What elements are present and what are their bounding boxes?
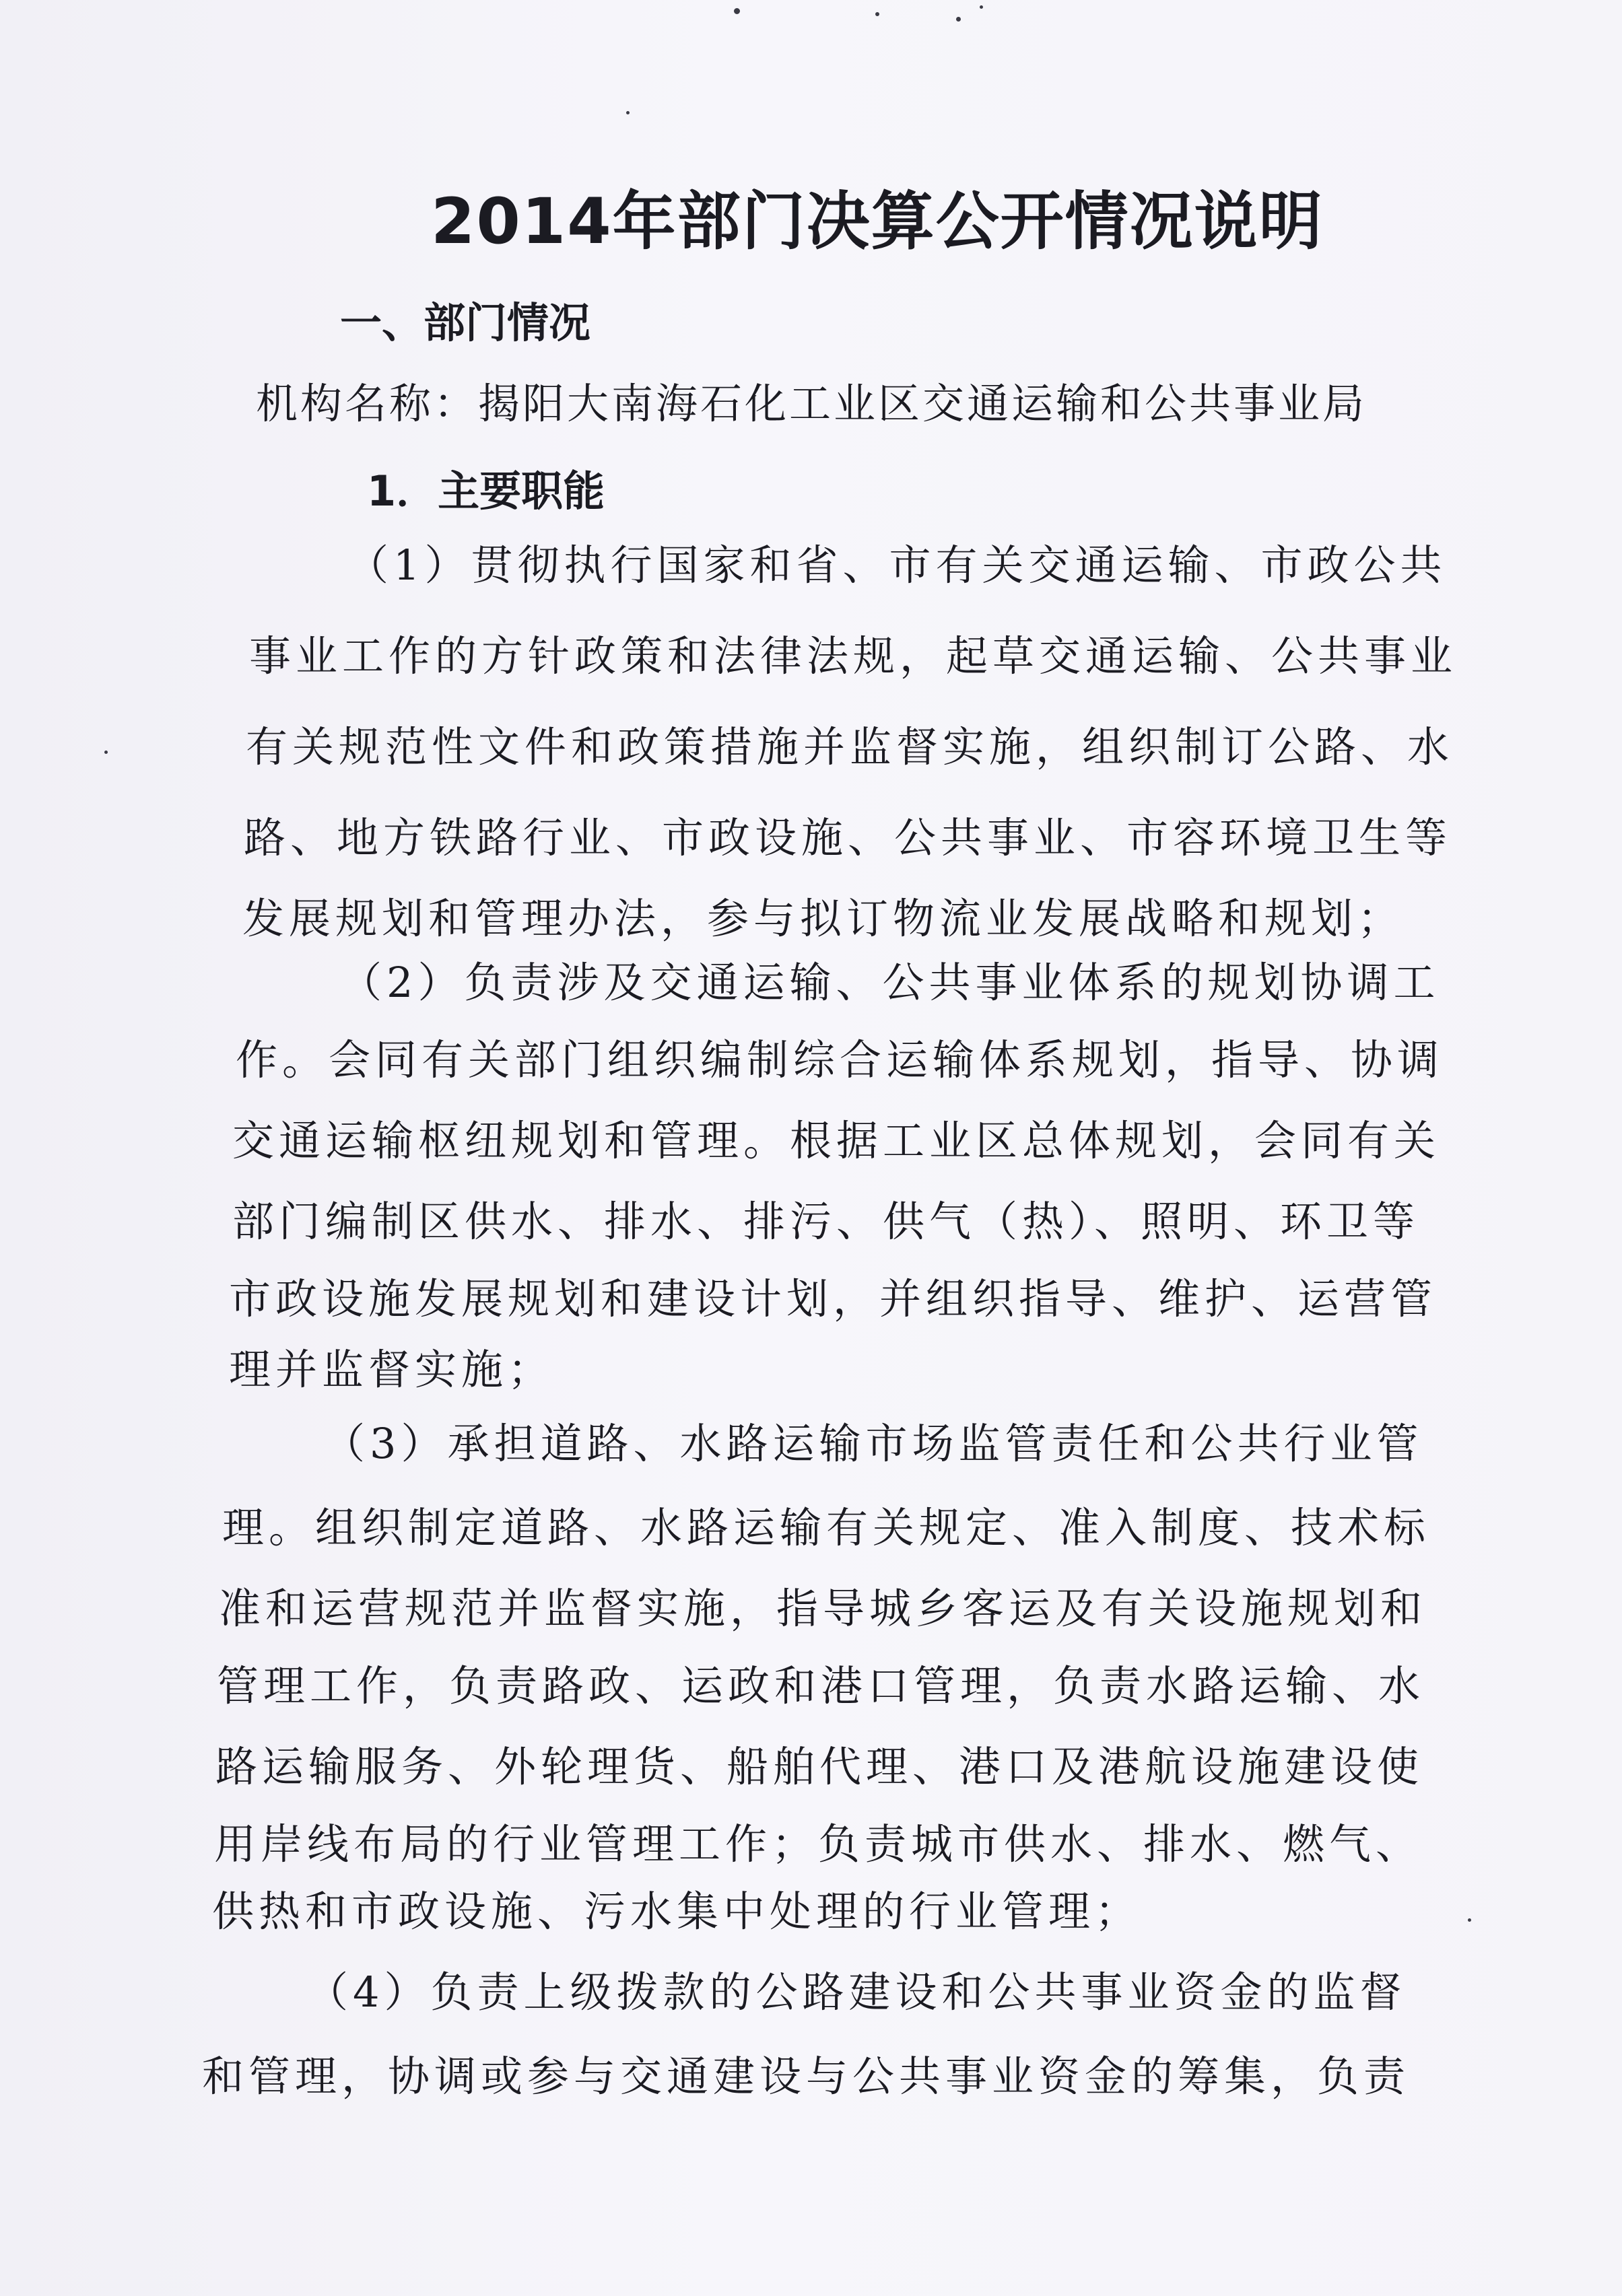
text-line: 交通运输枢纽规划和管理。根据工业区总体规划，会同有关 [232, 1116, 1441, 1165]
text-line: 管理工作，负责路政、运政和港口管理，负责水路运输、水 [217, 1661, 1425, 1710]
scan-speck [1468, 1918, 1471, 1922]
document-title: 2014年部门决算公开情况说明 [431, 185, 1324, 258]
text-line: （2）负责涉及交通运输、公共事业体系的规划协调工 [340, 958, 1440, 1007]
subsection-heading: 1．主要职能 [367, 466, 605, 516]
scan-speck [956, 17, 961, 22]
text-line: 部门编制区供水、排水、排污、供气（热）、照明、环卫等 [232, 1197, 1420, 1246]
text-line: 供热和市政设施、污水集中处理的行业管理； [212, 1887, 1142, 1936]
text-line: （3）承担道路、水路运输市场监管责任和公共行业管 [323, 1419, 1423, 1468]
text-line: 理并监督实施； [229, 1345, 555, 1394]
text-line: 准和运营规范并监督实施，指导城乡客运及有关设施规划和 [219, 1584, 1427, 1633]
text-line: 理。组织制定道路、水路运输有关规定、准入制度、技术标 [222, 1503, 1431, 1552]
org-name-line [256, 374, 1367, 434]
text-line: 和管理，协调或参与交通建设与公共事业资金的筹集，负责 [202, 2052, 1411, 2101]
text-line: 用岸线布局的行业管理工作；负责城市供水、排水、燃气、 [214, 1819, 1423, 1869]
text-line: 路运输服务、外轮理货、船舶代理、港口及港航设施建设使 [215, 1742, 1424, 1791]
text-line: 路、地方铁路行业、市政设施、公共事业、市容环境卫生等 [244, 813, 1452, 862]
scan-speck [875, 12, 879, 16]
org-label: 机构名称： [256, 379, 479, 428]
scan-speck [104, 751, 108, 754]
text-line: 发展规划和管理办法，参与拟订物流业发展战略和规划； [242, 894, 1405, 943]
scan-speck [734, 8, 740, 14]
text-line: 作。会同有关部门组织编制综合运输体系规划，指导、协调 [236, 1035, 1444, 1084]
text-line: （4）负责上级拨款的公路建设和公共事业资金的监督 [306, 1968, 1407, 2017]
scan-speck [626, 111, 630, 114]
text-line: （1）贯彻执行国家和省、市有关交通运输、市政公共 [347, 541, 1447, 590]
text-line: 事业工作的方针政策和法律法规，起草交通运输、公共事业 [249, 631, 1458, 681]
text-line: 市政设施发展规划和建设计划，并组织指导、维护、运营管 [229, 1274, 1438, 1323]
section-heading: 一、部门情况 [340, 298, 591, 347]
scan-speck [980, 5, 983, 9]
org-name: 揭阳大南海石化工业区交通运输和公共事业局 [478, 379, 1367, 428]
text-line: 有关规范性文件和政策措施并监督实施，组织制订公路、水 [246, 722, 1454, 771]
